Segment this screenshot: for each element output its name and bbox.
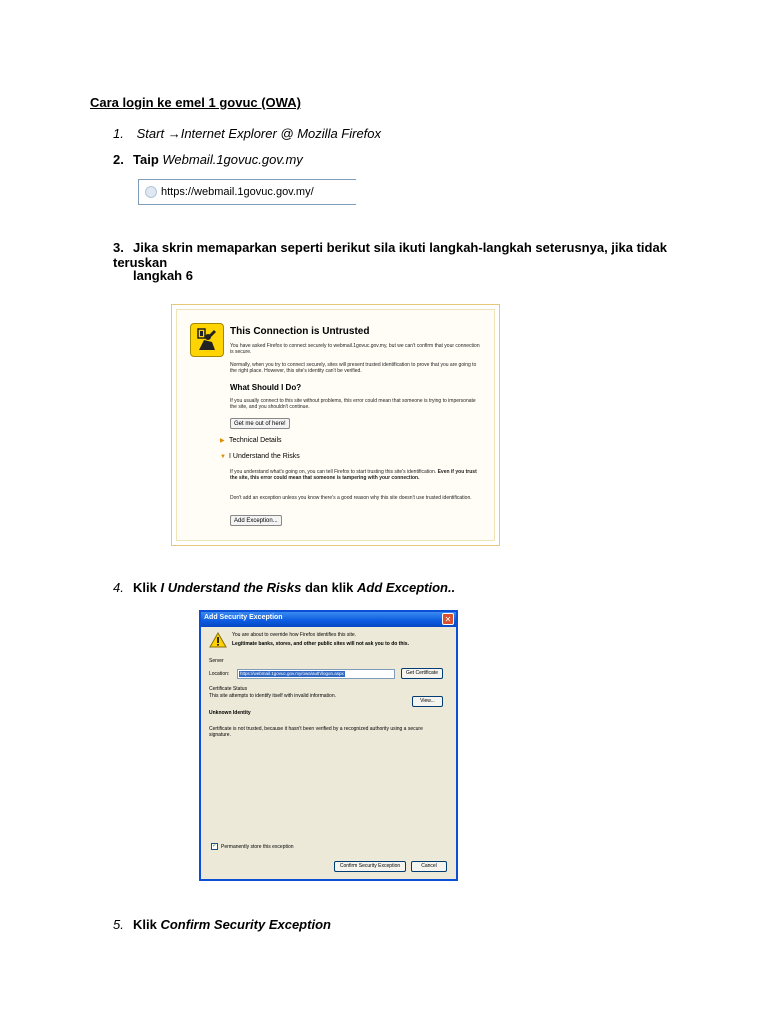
untrusted-p2: Normally, when you try to connect securely, sites will present trusted identification to prove that you are going to the right place. However, this site's identity can't be verified. <box>230 362 477 374</box>
warning-icon <box>209 632 227 648</box>
untrusted-p1: You have asked Firefox to connect securely to webmail.1govuc.gov.my, but we can't confirm that your connection is secure. <box>230 343 480 355</box>
location-input[interactable] <box>237 669 395 679</box>
warn-line-2: Legitimate banks, stores, and other public sites will not ask you to do this. <box>232 641 409 647</box>
untrusted-p4 <box>230 469 480 481</box>
globe-icon <box>145 186 157 198</box>
location-label: Location: <box>209 671 230 677</box>
untrusted-screenshot <box>171 304 500 546</box>
step-number: 4. <box>113 580 124 595</box>
add-security-exception-dialog <box>199 610 458 881</box>
permanent-label: Permanently store this exception <box>221 844 294 850</box>
url-bar <box>138 179 356 205</box>
step-3-continued: langkah 6 <box>133 268 193 283</box>
collapse-icon: ▼ <box>220 454 226 460</box>
untrusted-p3: If you usually connect to this site without problems, this error could mean that someone is trying to impersonate the site, and you shouldn't continue. <box>230 398 476 410</box>
understand-risks-label: I Understand the Risks <box>229 453 300 460</box>
policeman-icon <box>190 323 224 357</box>
step-number: 2. <box>113 152 124 167</box>
step-5 <box>113 917 331 932</box>
step-text: Jika skrin memaparkan seperti berikut sila ikuti langkah-langkah seterusnya, jika tidak teruskan <box>113 240 667 270</box>
cert-status-text: This site attempts to identify itself with invalid information. <box>209 693 336 699</box>
close-icon[interactable]: ✕ <box>442 613 454 625</box>
expand-icon: ▶ <box>220 438 225 444</box>
step-text: Webmail.1govuc.gov.my <box>162 152 303 167</box>
technical-details-label: Technical Details <box>229 437 282 444</box>
get-certificate-button[interactable]: Get Certificate <box>401 668 443 679</box>
unknown-identity-heading: Unknown Identity <box>209 710 251 716</box>
untrusted-p4-bold: Even if you trust the site, this error could mean that someone is tampering with your connection. <box>230 469 477 481</box>
step-text-italic: Confirm Security Exception <box>160 917 331 932</box>
step-2 <box>113 152 303 167</box>
server-label: Server <box>209 658 224 664</box>
step-number: 5. <box>113 917 124 932</box>
page-title: Cara login ke emel 1 govuc (OWA) <box>90 95 301 110</box>
step-4 <box>113 580 455 595</box>
cert-status-label: Certificate Status <box>209 686 248 692</box>
arrow-icon: → <box>167 126 181 141</box>
step-text-italic: I Understand the Risks <box>160 580 302 595</box>
location-value: https://webmail.1govuc.gov.my/owa/auth/logon.aspx <box>240 671 344 676</box>
step-text: dan klik <box>301 580 357 595</box>
step-text: Klik <box>133 917 161 932</box>
untrusted-title: This Connection is Untrusted <box>230 326 370 337</box>
step-text: Klik <box>133 580 161 595</box>
confirm-security-exception-button[interactable]: Confirm Security Exception <box>334 861 406 872</box>
cancel-button[interactable]: Cancel <box>411 861 447 872</box>
add-exception-button[interactable]: Add Exception... <box>230 515 282 526</box>
get-me-out-button[interactable]: Get me out of here! <box>230 418 290 429</box>
step-1 <box>113 126 381 141</box>
warn-line-1: You are about to override how Firefox identifies this site. <box>232 632 357 638</box>
what-should-heading: What Should I Do? <box>230 383 302 392</box>
dialog-titlebar <box>201 612 456 627</box>
step-number: 3. <box>113 240 124 255</box>
step-text: Start <box>136 126 168 141</box>
untrusted-p5: Don't add an exception unless you know there's a good reason why this site doesn't use trusted identification. <box>230 495 472 501</box>
step-3 <box>113 240 713 270</box>
permanent-checkbox[interactable]: ✓ <box>212 843 218 849</box>
understand-risks-toggle[interactable] <box>220 453 300 460</box>
step-text-italic: Add Exception.. <box>356 580 456 595</box>
untrusted-p4-text: If you understand what's going on, you can tell Firefox to start trusting this site's identification. <box>230 469 437 475</box>
technical-details-toggle[interactable] <box>220 437 282 444</box>
step-number: 1. <box>113 126 124 141</box>
unknown-identity-text: Certificate is not trusted, because it hasn't been verified by a recognized authority using a secure signature. <box>209 726 423 738</box>
step-text: Taip <box>133 152 163 167</box>
step-text: Internet Explorer @ Mozilla Firefox <box>180 126 382 141</box>
url-text: https://webmail.1govuc.gov.my/ <box>161 186 314 198</box>
dialog-title: Add Security Exception <box>204 614 283 621</box>
view-button[interactable]: View... <box>412 696 443 707</box>
